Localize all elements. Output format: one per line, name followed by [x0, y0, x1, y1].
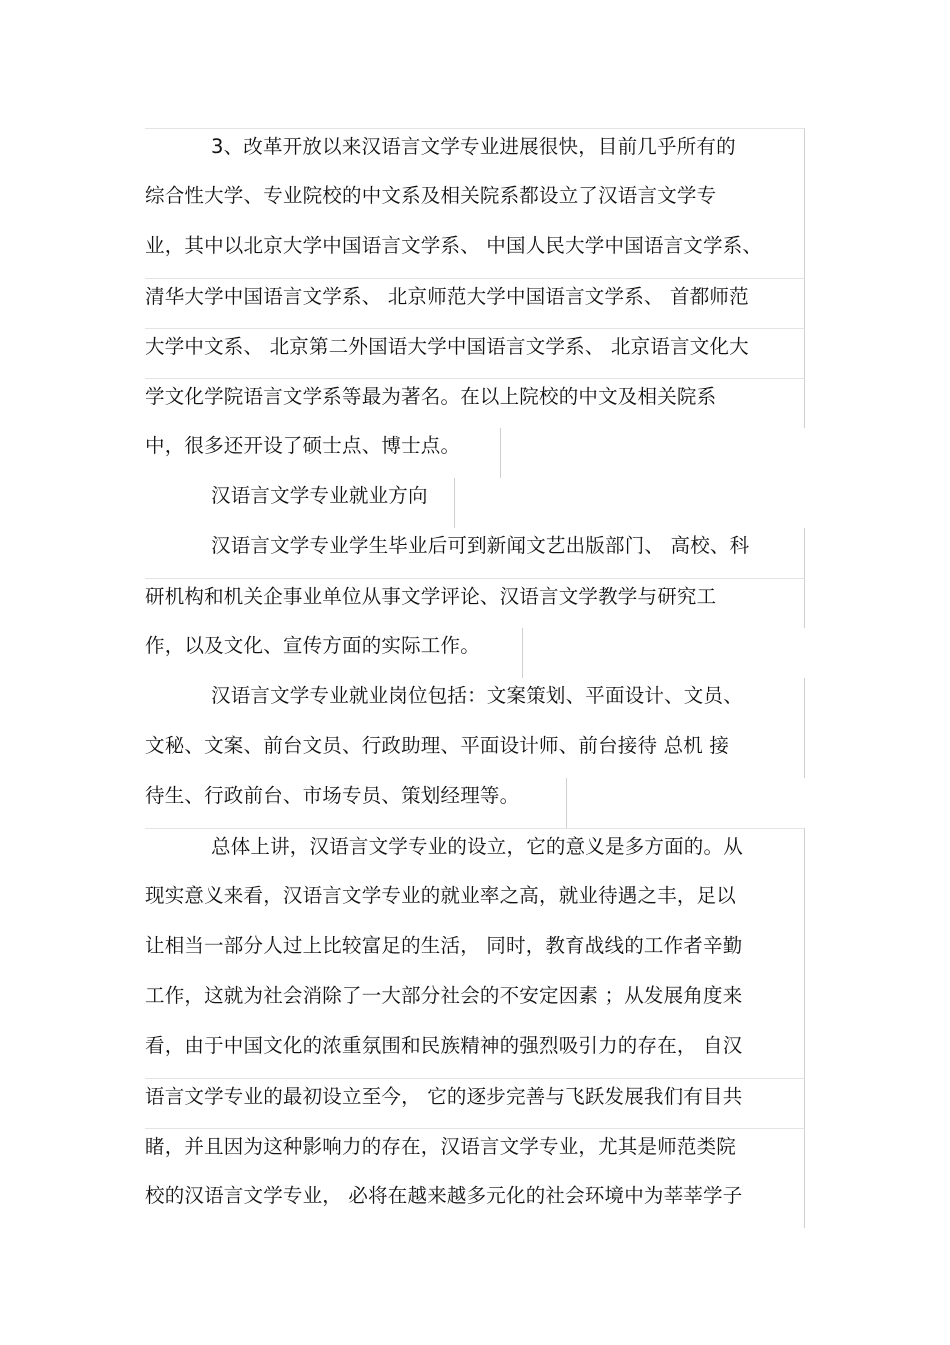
paragraph-text: 汉语言文学专业学生毕业后可到新闻文艺出版部门、 高校、科 [211, 534, 750, 557]
text-line [145, 978, 805, 1028]
paragraph-text: 待生、行政前台、市场专员、策划经理等。 [145, 784, 520, 807]
paragraph-text: 语言文学专业的最初设立至今， 它的逐步完善与飞跃发展我们有目共 [145, 1085, 743, 1108]
paragraph-text: 研机构和机关企事业单位从事文学评论、汉语言文学教学与研究工 [145, 585, 717, 608]
text-line [145, 678, 805, 728]
heading-text: 汉语言文学专业就业方向 [211, 484, 428, 507]
paragraph-text: 睹，并且因为这种影响力的存在，汉语言文学专业，尤其是师范类院 [145, 1135, 737, 1158]
paragraph-text: 作，以及文化、宣传方面的实际工作。 [145, 634, 480, 657]
paragraph-text: 总体上讲，汉语言文学专业的设立，它的意义是多方面的。从 [211, 835, 743, 858]
text-line [145, 878, 805, 928]
paragraph-text: 工作，这就为社会消除了一大部分社会的不安定因素 ；从发展角度来 [145, 984, 743, 1007]
paragraph-text: 业，其中以北京大学中国语言文学系、 中国人民大学中国语言文学系、 [145, 234, 763, 257]
text-line [145, 778, 567, 828]
section-heading [145, 478, 455, 528]
text-line [145, 428, 501, 478]
text-line [145, 628, 523, 678]
paragraph-text: 文秘、文案、前台文员、行政助理、平面设计师、前台接待 总机 接 [145, 734, 730, 757]
text-line [145, 128, 805, 178]
paragraph-text: 汉语言文学专业就业岗位包括：文案策划、平面设计、文员、 [211, 684, 743, 707]
text-line [145, 528, 805, 578]
text-line [145, 328, 805, 378]
text-line [145, 578, 805, 628]
paragraph-text: 3、改革开放以来汉语言文学专业进展很快，目前几乎所有的 [211, 135, 736, 158]
text-line [145, 1128, 805, 1178]
text-line [145, 728, 805, 778]
paragraph-text: 综合性大学、专业院校的中文系及相关院系都设立了汉语言文学专 [145, 184, 717, 207]
paragraph-text: 大学中文系、 北京第二外国语大学中国语言文学系、 北京语言文化大 [145, 335, 749, 358]
text-line [145, 1028, 805, 1078]
paragraph-text: 现实意义来看，汉语言文学专业的就业率之高，就业待遇之丰，足以 [145, 884, 737, 907]
paragraph-text: 让相当一部分人过上比较富足的生活， 同时，教育战线的工作者辛勤 [145, 934, 743, 957]
paragraph-text: 学文化学院语言文学系等最为著名。在以上院校的中文及相关院系 [145, 385, 717, 408]
text-line [145, 1178, 805, 1228]
text-line [145, 1078, 805, 1128]
paragraph-text: 中，很多还开设了硕士点、博士点。 [145, 434, 461, 457]
text-line [145, 378, 805, 428]
text-line [145, 928, 805, 978]
paragraph-text: 看，由于中国文化的浓重氛围和民族精神的强烈吸引力的存在， 自汉 [145, 1034, 743, 1057]
text-line [145, 228, 805, 278]
paragraph-text: 清华大学中国语言文学系、 北京师范大学中国语言文学系、 首都师范 [145, 285, 749, 308]
text-line [145, 828, 805, 878]
text-line [145, 278, 805, 328]
text-line [145, 178, 805, 228]
paragraph-text: 校的汉语言文学专业， 必将在越来越多元化的社会环境中为莘莘学子 [145, 1184, 743, 1207]
